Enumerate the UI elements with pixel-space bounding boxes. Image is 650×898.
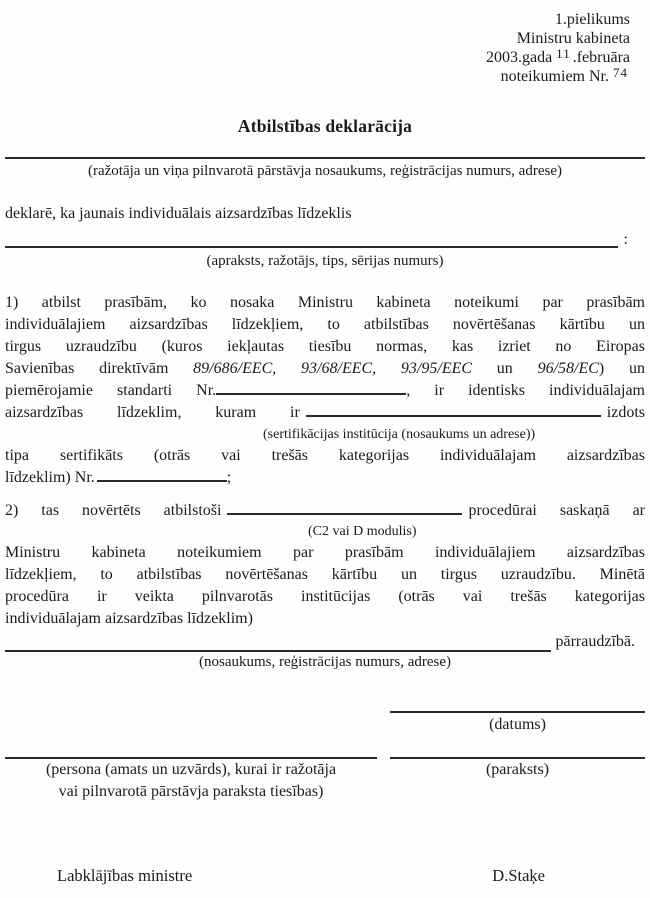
eu-directive-last: 96/58/EC [537,360,599,377]
product-caption: (apraksts, ražotājs, tips, sērijas numurs) [206,253,444,269]
clause2-line4: procedūra ir veikta pilnvarotās institūcijas (otrās vai trešās kategorijas [5,588,645,605]
supervising-institution-blank [5,636,551,652]
manufacturer-caption: (ražotāja un viņa pilnvarotā pārstāvja nosaukums, reģistrācijas numurs, adrese) [87,163,562,179]
clause2-line5: individuālajam aizsardzības līdzeklim) [5,610,253,627]
date-signature-line [390,711,645,736]
document-title: Atbilstības deklarācija [237,116,413,136]
clause1-line4: Savienības direktīvām 89/686/EEC, 93/68/EEC, 93/95/EEC un 96/58/EC) un [5,360,645,377]
certification-institution-caption: (sertifikācijas institūcija (nosaukums un adrese)) [263,427,536,442]
type-certificate-number-blank [97,467,227,482]
person-signature-line [5,757,377,803]
clause1-line6: aizsardzības līdzeklim, kuram ir izdots [5,404,645,421]
clause1-line1: 1) atbilst prasībām, ko nosaka Ministru kabineta noteikumi par prasībām [5,294,645,311]
manufacturer-fill-line [5,157,645,159]
clause1-line5: piemērojamie standarti Nr. , ir identisks individuālajam [5,382,646,399]
certification-institution-blank [306,402,601,417]
signature-line [390,757,645,803]
standards-number-blank [216,380,406,395]
minister-name: D.Staķe [492,866,545,885]
supervising-institution-row [5,630,645,652]
product-fill-line [5,230,618,248]
annex-regulation-line: noteikumiem Nr. 74 [500,65,628,85]
organization-caption: (nosaukums, reģistrācijas numurs, adrese) [198,654,451,670]
typed-day-number: 11 [556,46,571,61]
eu-directives-list: 89/686/EEC, 93/68/EEC, 93/95/EEC [193,360,473,377]
signoff-row [5,865,645,886]
minister-title: Labklājības ministre [57,866,193,885]
clause2-line2: Ministru kabineta noteikumiem par prasībām individuālajiem aizsardzības [5,544,645,561]
typed-regulation-number: 74 [613,65,628,80]
clause2-line3: līdzekļiem, to atbilstības novērtēšanas kārtību un tirgus uzraudzību. Minētā [5,566,645,583]
annex-date-line: 2003.gada 11 .februāra [485,46,630,66]
date-caption: (datums) [489,716,546,733]
person-caption-line2: vai pilnvarotā pārstāvja paraksta tiesības) [58,783,324,800]
supervision-word: pārraudzībā. [555,633,635,650]
clause2-line1: 2) tas novērtēts atbilstoši procedūrai saskaņā ar [5,502,646,519]
product-colon: : [623,231,628,248]
annex-line-2: Ministru kabineta [516,30,630,47]
annex-reference [5,10,645,86]
clause-1-paragraph [5,292,645,489]
clause-2-paragraph [5,500,645,673]
clause1-line7: tipa sertifikāts (otrās vai trešās kategorijas individuālajam aizsardzības [5,447,645,464]
module-blank [227,500,462,515]
product-fill-row [5,230,645,248]
clause1-line8: līdzeklim) Nr. ; [5,469,232,486]
clause1-line3: tirgus uzraudzību (kuros iekļautas tiesību normas, kas izriet no Eiropas [5,338,645,355]
signature-row [5,757,645,803]
module-caption: (C2 vai D modulis) [308,524,417,539]
person-caption-line1: (persona (amats un uzvārds), kurai ir ražotāja [45,761,337,778]
annex-line-1: 1.pielikums [554,11,630,28]
signature-caption: (paraksts) [485,761,550,778]
clause1-line2: individuālajiem aizsardzības līdzekļiem, to atbilstības novērtēšanas kārtību un [5,316,645,333]
intro-text: deklarē, ka jaunais individuālais aizsardzības līdzeklis [5,205,352,222]
